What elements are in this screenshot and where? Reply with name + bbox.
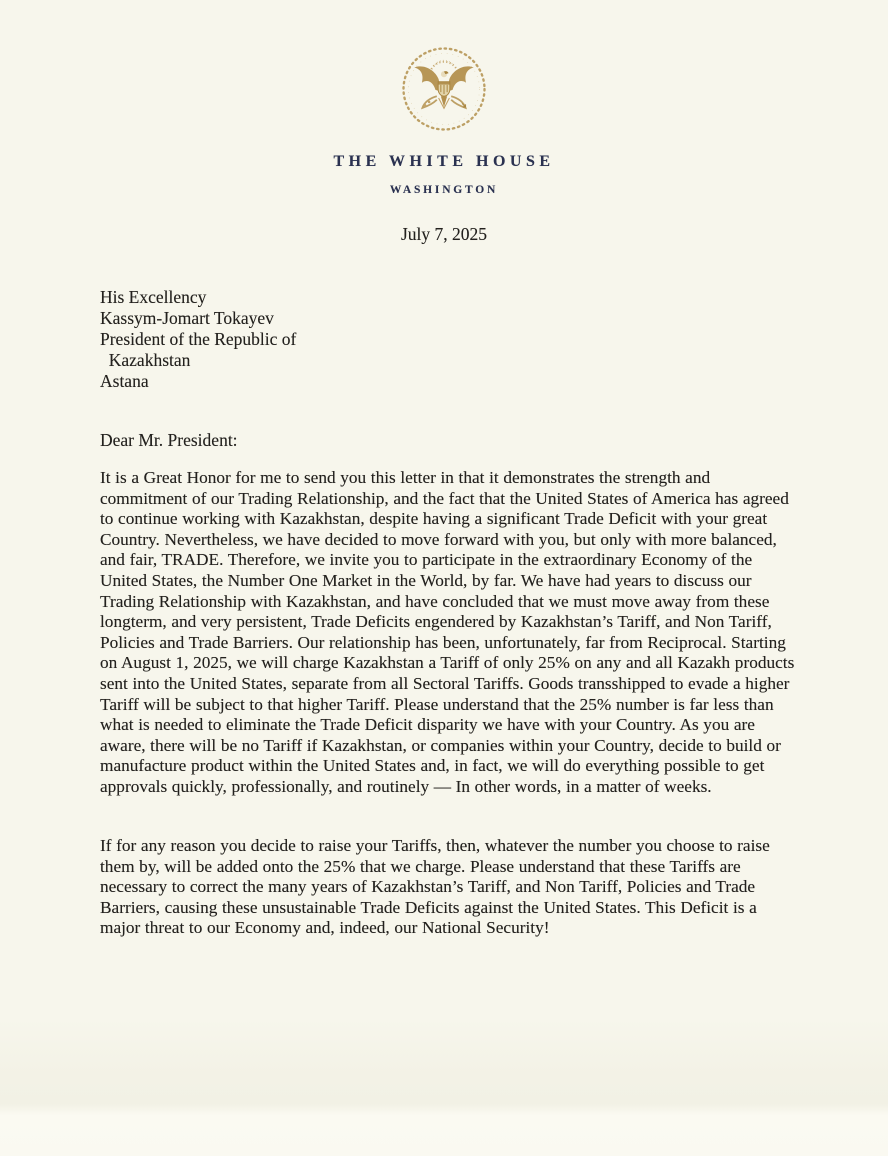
body-paragraph-1: It is a Great Honor for me to send you this letter in that it demonstrates the strength and commitment of our Trading Relationship, and the fact that the United States of America has agreed to continue working with Kazakhstan, despite having a significant Trade Deficit with your great Country. Nevertheless, we have decided to move forward with you, but only with more balanced, and fair, TRADE. Therefore, we invite you to participate in the extraordinary Economy of the United States, the Number One Market in the World, by far. We have had years to discuss our Trading Relationship with Kazakhstan, and have concluded that we must move away from these longterm, and very persistent, Trade Deficits engendered by Kazakhstan’s Tariff, and Non Tariff, Policies and Trade Barriers. Our relationship has been, unfortunately, far from Reciprocal. Starting on August 1, 2025, we will charge Kazakhstan a Tariff of only 25% on any and all Kazakh products sent into the United States, separate from all Sectoral Tariffs. Goods transshipped to evade a higher Tariff will be subject to that higher Tariff. Please understand that the 25% number is far less than what is needed to eliminate the Trade Deficit disparity we have with your Country. As you are aware, there will be no Tariff if Kazakhstan, or companies within your Country, decide to build or manufacture product within the United States and, in fact, we will do everything possible to get approvals quickly, professionally, and routinely — In other words, in a matter of weeks. [100, 468, 795, 796]
letterhead-subtitle: WASHINGTON [389, 184, 499, 196]
letter-date: July 7, 2025 [400, 224, 488, 244]
address-line-title: President of the Republic of [100, 329, 297, 349]
body-paragraph-2: If for any reason you decide to raise your Tariffs, then, whatever the number you choose to raise them by, will be added onto the 25% that we charge. Please understand that these Tariffs are necessary to correct the many years of Kazakhstan’s Tariff, and Non Tariff, Policies and Trade Barriers, causing these unsustainable Trade Deficits against the United States. This Deficit is a major threat to our Economy and, indeed, our National Security! [100, 836, 770, 938]
salutation: Dear Mr. President: [100, 430, 238, 450]
address-line-country: Kazakhstan [100, 350, 191, 370]
address-line-city: Astana [100, 371, 149, 391]
recipient-address [100, 287, 296, 392]
presidential-seal-icon [399, 44, 489, 134]
letterhead-title: THE WHITE HOUSE [333, 153, 555, 170]
address-line-name: Kassym-Jomart Tokayev [100, 308, 274, 328]
address-line-honorific: His Excellency [100, 287, 207, 307]
